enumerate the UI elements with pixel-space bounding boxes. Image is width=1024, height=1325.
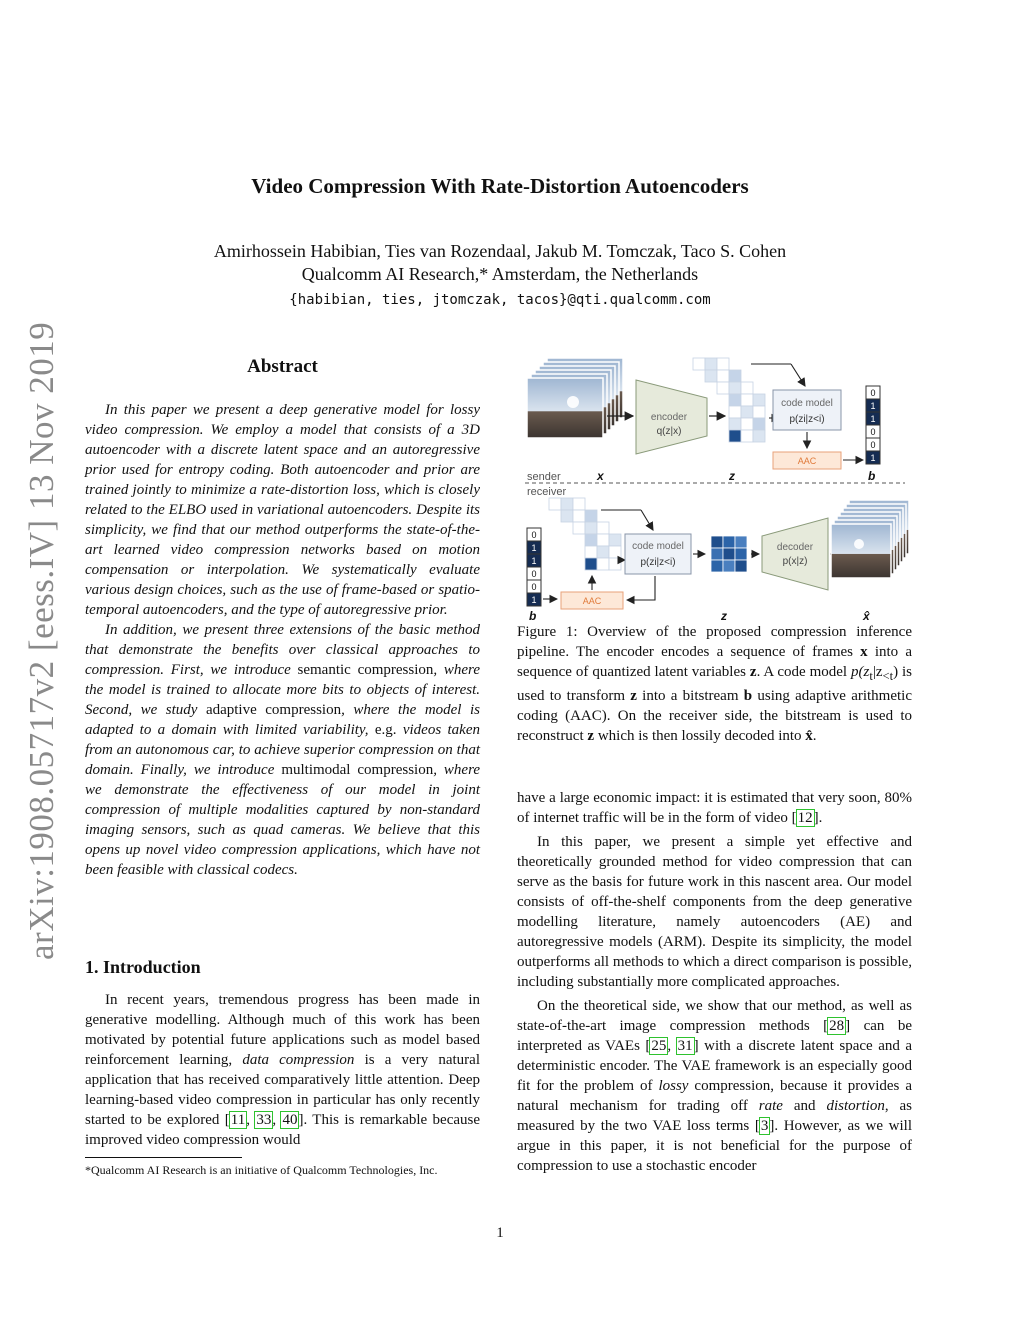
citation-link[interactable]: 40	[282, 1112, 298, 1128]
introduction-heading: 1. Introduction	[85, 957, 201, 977]
receiver-label: receiver	[527, 486, 567, 498]
svg-text:0: 0	[870, 388, 876, 398]
var-z-bottom-label: z	[721, 609, 727, 622]
right-paragraph-1: In this paper, we present a simple yet effective and theoretically grounded method for video compression that can serve as the basis for future work in this nascent area. Our model consists of off-the-shelf components from the deep generative modelling literature, namely autoencoders (AE) and autoregressive models (ARM). Despite its simplicity, the model outperforms all methods to which a direct comparison is possible, including substantially more complicated approaches.	[517, 834, 912, 990]
svg-text:p(zi|z<i): p(zi|z<i)	[640, 557, 676, 568]
svg-text:code model: code model	[632, 541, 684, 552]
var-x-label: x	[597, 469, 604, 483]
svg-text:1: 1	[870, 414, 876, 424]
output-frames	[831, 500, 909, 578]
right-paragraph-2: On the theoretical side, we show that our method, as well as state-of-the-art image compression methods [28] can be interpreted as VAEs [25, 31] with a discrete latent space and a deterministic encoder. The VAE framework is an especially good fit for the problem of lossy compression, because it provides a natural mechanism for trading off rate and distortion, as measured by the two VAE loss terms [3]. However, as we will argue in this paper, it is not beneficial for the purpose of compression to use a stochastic encoder	[517, 998, 913, 1174]
continued-paragraph: have a large economic impact: it is estimated that very soon, 80% of internet traffic will be in the form of video [12].	[517, 790, 912, 826]
author-block	[0, 240, 1000, 286]
citation-link[interactable]: 28	[829, 1018, 845, 1034]
aac-block-top	[773, 452, 841, 469]
code-model-block-top	[773, 390, 841, 430]
introduction-paragraph-1: In recent years, tremendous progress has been made in generative modelling. Although much of this work has been motivated by potential future applications such as model based reinforcement learning, data compression is a very natural application that has received comparatively little attention. Deep learning-based video compression in particular has only recently started to be explored [11, 33, 40]. This is remarkable because improved video compression would	[85, 992, 481, 1148]
citation-link[interactable]: 3	[760, 1118, 769, 1134]
var-b-bottom-label: b	[529, 609, 537, 622]
citation-link[interactable]: 25	[651, 1038, 667, 1054]
author-emails: {habibian, ties, jtomczak, tacos}@qti.qualcomm.com	[289, 292, 711, 308]
encoder-block	[636, 380, 707, 454]
abstract-paragraph-1: In this paper we present a deep generative model for lossy video compression. We employ a model that consists of a 3D autoencoder with a discrete latent space and an autoregressive prior used for entropy coding. Both autoencoder and prior are trained jointly to minimize a rate-distortion loss, which is closely related to the ELBO used in variational autoencoders. Despite its simplicity, we find that our method outperforms the state-of-the-art learned video compression networks based on motion compensation or interpolation. We systematically evaluate various design choices, such as the use of frame-based or spatio-temporal autoencoders, and the type of autoregressive prior.	[85, 402, 480, 618]
citation-link[interactable]: 33	[256, 1112, 272, 1128]
footnote: *Qualcomm AI Research is an initiative of Qualcomm Technologies, Inc.	[85, 1163, 438, 1177]
svg-text:0: 0	[531, 530, 537, 540]
sender-label: sender	[527, 471, 561, 483]
introduction-body	[85, 990, 480, 1150]
right-column-body	[517, 788, 912, 1176]
citation-link[interactable]: 31	[677, 1038, 693, 1054]
code-model-formula: p(zi|z<i)	[789, 414, 825, 425]
decoder-label: decoder	[776, 542, 814, 553]
author-list: Amirhossein Habibian, Ties van Rozendaal, Jakub M. Tomczak, Taco S. Cohen	[213, 241, 787, 261]
figure-1-diagram	[515, 350, 915, 622]
svg-text:1: 1	[531, 556, 537, 566]
abstract-paragraph-2: In addition, we present three extensions of the basic method that demonstrate the benefits over classical approaches to compression. First, we introduce semantic compression, where the model is trained to allocate more bits to objects of interest. Second, we study adaptive compression, where the model is adapted to a domain with limited variability, e.g. videos taken from an autonomous car, to achieve superior compression on that domain. Finally, we introduce multimodal compression, where we demonstrate the effectiveness of our model in joint compression of multiple modalities captured by non-standard imaging sensors, such as quad cameras. We believe that this opens up novel video compression applications, which have not been feasible with classical codecs.	[85, 622, 481, 878]
page-number: 1	[496, 1225, 504, 1241]
var-z-label: z	[729, 469, 735, 483]
svg-text:1: 1	[531, 595, 537, 605]
svg-text:1: 1	[531, 543, 537, 553]
citation-link[interactable]: 12	[797, 810, 813, 826]
encoder-formula: q(z|x)	[656, 426, 682, 437]
input-frames	[527, 358, 623, 438]
latent-grid-bottom-full	[711, 536, 747, 572]
footnote-rule	[85, 1157, 242, 1158]
bitstream-bottom	[527, 528, 541, 606]
svg-text:0: 0	[531, 582, 537, 592]
encoder-label: encoder	[650, 412, 688, 423]
svg-text:0: 0	[870, 427, 876, 437]
figure-1-caption: Figure 1: Overview of the proposed compression inference pipeline. The encoder encodes a sequence of frames x into a sequence of quantized latent variables z. A code model $p(z_t|z_{<t})$ is used to transform z into a bitstream b using adaptive arithmetic coding (AAC). On the receiver side, the bitstream is used to reconstruct z which is then lossily decoded into x̂.	[517, 624, 912, 744]
decoder-block	[762, 518, 828, 590]
aac-label: AAC	[797, 456, 817, 466]
svg-text:0: 0	[870, 440, 876, 450]
code-model-label: code model	[781, 398, 833, 409]
svg-text:0: 0	[531, 569, 537, 579]
citation-link[interactable]: 11	[230, 1112, 246, 1128]
latent-grid-bottom-partial	[549, 498, 621, 570]
arxiv-sidebar: arXiv:1908.05717v2 [eess.IV] 13 Nov 2019	[22, 321, 61, 960]
svg-text:1: 1	[870, 401, 876, 411]
decoder-formula: p(x|z)	[782, 556, 808, 567]
var-xhat-label: x̂	[863, 609, 870, 622]
var-b-label: b	[868, 469, 876, 483]
abstract-body	[85, 400, 480, 880]
svg-text:1: 1	[870, 453, 876, 463]
affiliation: Qualcomm AI Research,* Amsterdam, the Netherlands	[301, 264, 699, 284]
svg-text:AAC: AAC	[582, 596, 602, 606]
abstract-heading: Abstract	[247, 356, 318, 377]
paper-title: Video Compression With Rate-Distortion Autoencoders	[251, 174, 749, 198]
code-model-block-bottom	[625, 534, 691, 574]
bitstream-top	[866, 386, 880, 464]
aac-block-bottom	[561, 592, 623, 609]
